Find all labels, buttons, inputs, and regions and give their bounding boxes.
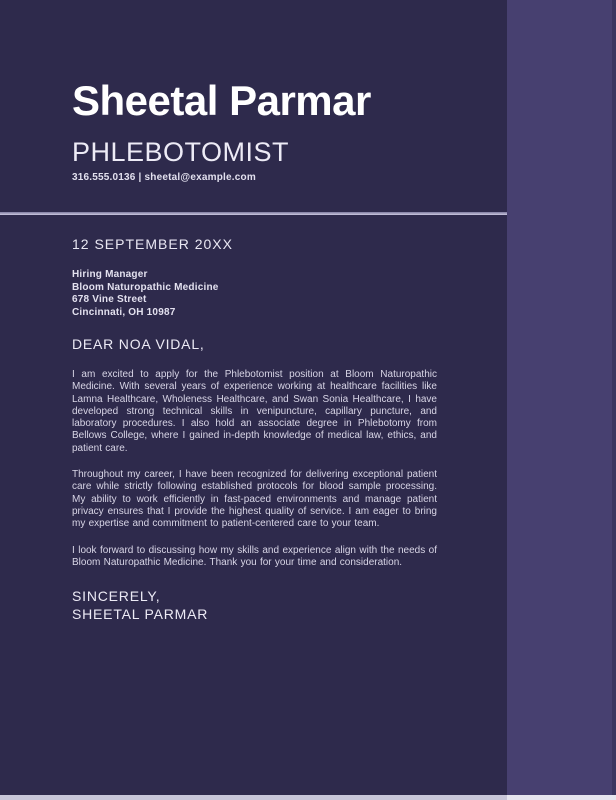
recipient-line: 678 Vine Street: [72, 294, 147, 305]
recipient-line: Hiring Manager: [72, 269, 148, 280]
closing: SINCERELY,: [72, 588, 161, 605]
header-divider: [0, 212, 507, 215]
applicant-job-title: PHLEBOTOMIST: [72, 137, 290, 167]
applicant-name: Sheetal Parmar: [72, 77, 371, 124]
letter-header: [0, 78, 507, 184]
page-bottom-edge: [0, 795, 616, 800]
recipient-line: Bloom Naturopathic Medicine: [72, 281, 219, 293]
recipient-address-block: [72, 269, 437, 319]
body-paragraph: Throughout my career, I have been recognized for delivering exceptional patient care while strictly following established protocols for blood sample processing. My ability to work efficiently in fast-paced environments and manage patient privacy ensures that I provide the highest quality of service. I am eager to bring my expertise and commitment to patient-centered care to your team.: [72, 469, 437, 530]
body-paragraph: I am excited to apply for the Phlebotomist position at Bloom Naturopathic Medicine. With several years of experience working at healthcare facilities like Lamna Healthcare, Wholeness Healthcare, and Swan Sonia Healthcare, I have developed strong technical skills in venipuncture, capillary puncture, and laboratory procedures. I also hold an associate degree in Phlebotomy from Bellows College, where I gained in-depth knowledge of medical law, ethics, and patient care.: [72, 369, 437, 454]
body-paragraph: I look forward to discussing how my skills and experience align with the needs of Bloom Naturopathic Medicine. Thank you for your time and consideration.: [72, 544, 437, 568]
page-right-edge: [612, 0, 616, 796]
letter-date: 12 SEPTEMBER 20XX: [72, 236, 233, 252]
salutation: DEAR NOA VIDAL,: [72, 336, 205, 352]
contact-info: 316.555.0136 | sheetal@example.com: [72, 172, 256, 183]
recipient-line: Cincinnati, OH 10987: [72, 306, 176, 318]
letter-body: [0, 236, 507, 623]
signature-name: SHEETAL PARMAR: [72, 606, 209, 623]
